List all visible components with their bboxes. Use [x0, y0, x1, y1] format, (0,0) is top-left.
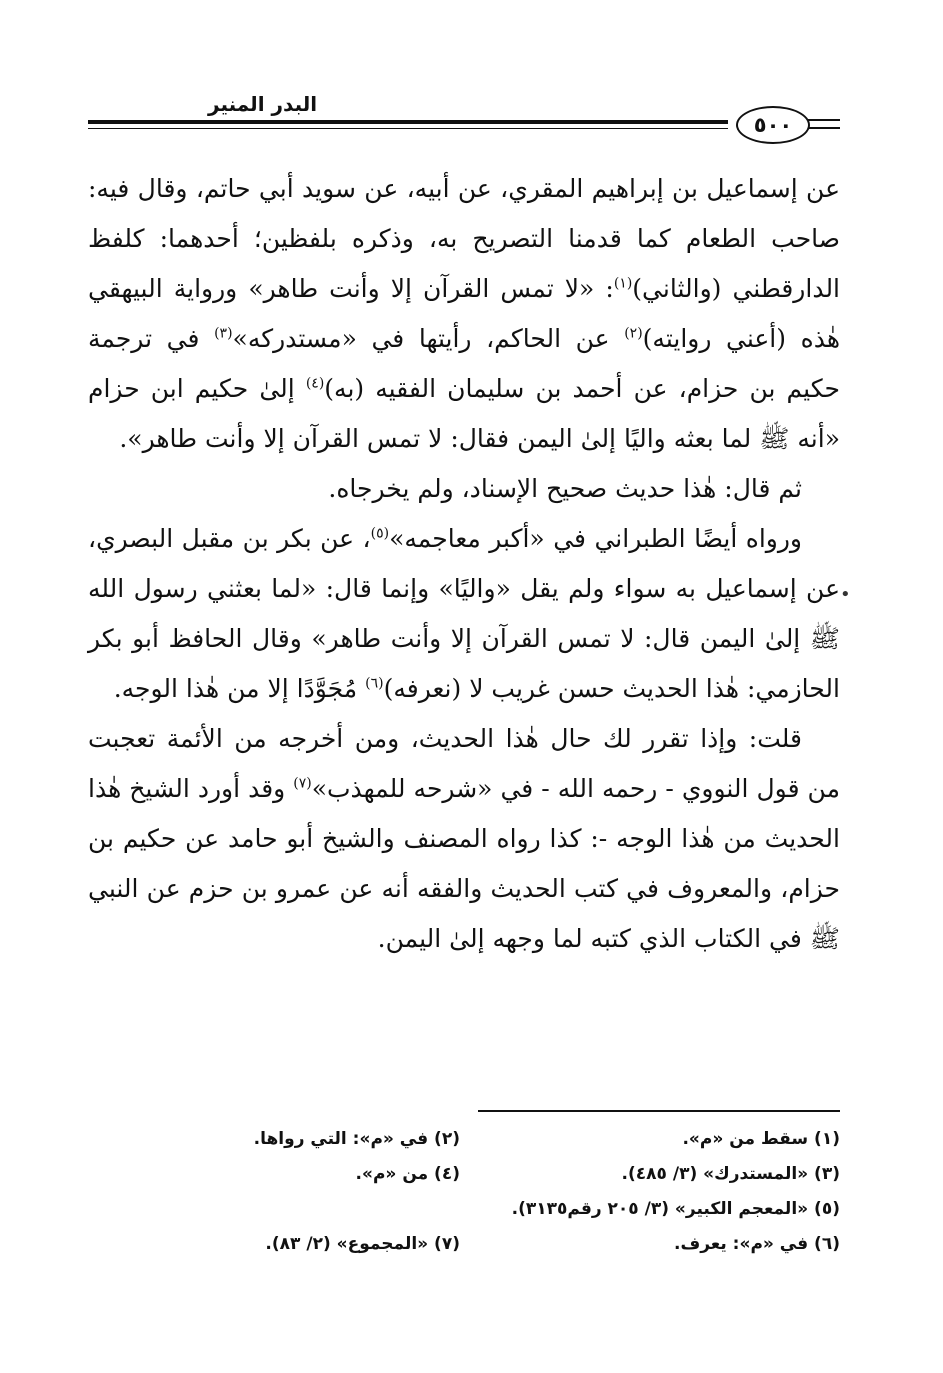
page-number-tail-top — [808, 119, 840, 121]
footnote-ref-2: (٢) — [624, 325, 643, 342]
text-run: : «لا تمس القرآن إلا وأنت طاهر» ورواية البيهقي هٰذه (أعني روايته) — [88, 274, 841, 353]
page-number-oval — [736, 106, 810, 144]
text-run: قلت: وإذا تقرر لك حال هٰذا الحديث، ومن أخرجه من الأئمة تعجبت من قول النووي - رحمه الله - في «شرحه للمهذب» — [88, 724, 840, 803]
text-run: وقد أورد الشيخ هٰذا الحديث من هٰذا الوجه -: كذا رواه المصنف والشيخ أبو حامد عن حكيم بن حزام، والمعروف في كتب الحديث والفقه أنه عن عمرو بن حزم عن النبي ﷺ في الكتاب الذي كتبه لما وجهه إلىٰ اليمن. — [88, 774, 840, 953]
footnote-ref-3: (٣) — [214, 325, 233, 342]
footnote-row — [88, 1157, 840, 1192]
footnote-ref-4: (٤) — [305, 375, 325, 392]
running-title: البدر المنير — [208, 92, 318, 116]
main-text — [88, 164, 840, 964]
footnote-3: (٣) «المستدرك» (٣/ ٤٨٥). — [621, 1164, 840, 1184]
page-header — [88, 86, 840, 146]
header-rule-thick — [88, 120, 728, 124]
footnotes — [88, 1122, 840, 1262]
page-number: ٥٠٠ — [753, 113, 793, 137]
text-run: عن الحاكم، رأيتها في «مستدركه» — [232, 324, 625, 353]
text-run: ، عن بكر بن مقبل البصري، عن إسماعيل به سواء ولم يقل «واليًا» وإنما قال: «لما بعثني رسول الله ﷺ إلىٰ اليمن قال: لا تمس القرآن إلا وأنت طاهر» وقال الحافظ أبو بكر الحازمي: هٰذا الحديث حسن غريب لا (نعرفه) — [88, 524, 840, 703]
footnote-5: (٥) «المعجم الكبير» (٣/ ٢٠٥ رقم٣١٣٥). — [511, 1199, 840, 1219]
footnote-7: (٧) «المجموع» (٢/ ٨٣). — [265, 1234, 460, 1254]
footnote-ref-1: (١) — [613, 275, 633, 292]
footnote-row — [88, 1122, 840, 1157]
paragraph-4 — [88, 714, 840, 964]
footnote-row — [88, 1192, 840, 1227]
paragraph-1 — [88, 164, 840, 464]
page-number-tail-bottom — [808, 127, 840, 129]
footnote-1: (١) سقط من «م». — [682, 1129, 840, 1149]
text-run: إلىٰ حكيم ابن حزام «أنه ﷺ لما بعثه واليًا إلىٰ اليمن فقال: لا تمس القرآن إلا وأنت طاهر». — [88, 374, 840, 453]
footnote-ref-6: (٦) — [365, 675, 384, 692]
paragraph-2 — [88, 464, 840, 514]
text-run: مُجَوَّدًا إلا من هٰذا الوجه. — [113, 674, 366, 703]
header-rule-thin — [88, 128, 728, 129]
text-run: عن إسماعيل بن إبراهيم المقري، عن أبيه، عن سويد أبي حاتم، وقال فيه: صاحب الطعام كما قدمنا التصريح به، وذكره بلفظين؛ أحدهما: كلفظ الدارقطني (والثاني) — [88, 174, 841, 303]
footnote-row — [88, 1227, 840, 1262]
footnote-2: (٢) في «م»: التي رواها. — [253, 1129, 460, 1149]
footnote-6: (٦) في «م»: يعرف. — [673, 1234, 840, 1254]
footnote-ref-7: (٧) — [293, 775, 312, 792]
paragraph-3 — [88, 514, 840, 714]
footnote-ref-5: (٥) — [370, 525, 390, 542]
footnote-4: (٤) من «م». — [355, 1164, 460, 1184]
text-run: ثم قال: هٰذا حديث صحيح الإسناد، ولم يخرجاه. — [328, 474, 802, 503]
text-run: ورواه أيضًا الطبراني في «أكبر معاجمه» — [389, 524, 803, 553]
footnote-separator — [478, 1110, 840, 1112]
margin-dot: • — [840, 584, 851, 605]
text-run: في ترجمة حكيم بن حزام، عن أحمد بن سليمان الفقيه (به) — [88, 324, 840, 403]
